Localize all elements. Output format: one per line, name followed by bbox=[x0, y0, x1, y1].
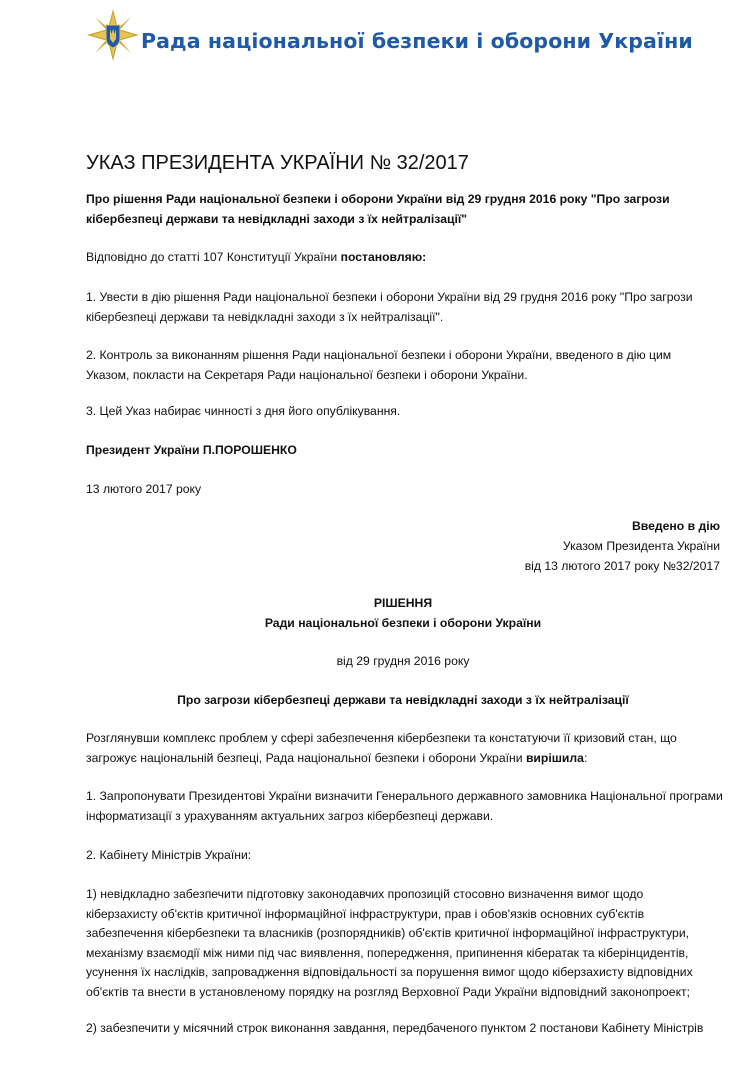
decision-intro-text: Розглянувши комплекс проблем у сфері забезпечення кібербезпеки та констатуючи її кризовий стан, що загрожує національній безпеці, Рада національної безпеки і оборони України bbox=[86, 731, 677, 765]
decision-subitem: 1) невідкладно забезпечити підготовку законодавчих пропозицій стосовно визначення вимог щодо кіберзахисту об'єктів критичної інформаційної інфраструктури, прав і обов'язків основних суб'єктів забезпечення кібербезпеки та власників (розпорядників) об'єктів критичної інформаційної інфраструктури, механізму взаємодії між ними під час виявлення, попередження, припинення кібератак та кіберінцидентів, усунення їх наслідків, запровадження відповідальності за порушення вимог щодо кіберзахисту відповідних об'єктів та внести в установленому порядку на розгляд Верховної Ради України відповідний законопроект; bbox=[86, 887, 693, 999]
preamble-text: Відповідно до статті 107 Конституції України bbox=[86, 250, 341, 264]
decree-date: 13 лютого 2017 року bbox=[86, 482, 202, 496]
decree-title: УКАЗ ПРЕЗИДЕНТА УКРАЇНИ № 32/2017 bbox=[86, 152, 469, 174]
decree-signature: Президент України П.ПОРОШЕНКО bbox=[86, 443, 297, 457]
enacted-line2: Указом Президента України bbox=[562, 539, 720, 553]
decision-item: 1. Запропонувати Президентові України визначити Генерального державного замовника Національної програми інформатизації з урахуванням актуальних загроз кібербезпеці держави. bbox=[86, 789, 723, 823]
nsdc-emblem-icon bbox=[86, 8, 140, 62]
decree-item: 3. Цей Указ набирає чинності з дня його опублікування. bbox=[86, 404, 401, 418]
org-title[interactable]: Рада національної безпеки і оборони України bbox=[141, 29, 693, 53]
preamble-bold: постановляю: bbox=[340, 250, 427, 264]
decision-intro-bold: вирішила bbox=[525, 750, 584, 765]
decision-date: від 29 грудня 2016 року bbox=[336, 654, 470, 668]
enacted-line1: Введено в дію bbox=[631, 519, 720, 533]
site-header bbox=[86, 8, 726, 68]
decree-item: 1. Увести в дію рішення Ради національної безпеки і оборони України від 29 грудня 2016 року "Про загрози кібербезпеці держави та невідкладні заходи з їх нейтралізації". bbox=[86, 290, 693, 324]
decision-item: 2. Кабінету Міністрів України: bbox=[86, 848, 252, 862]
decision-subject: Про загрози кібербезпеці держави та невідкладні заходи з їх нейтралізації bbox=[177, 693, 629, 707]
decision-subitem: 2) забезпечити у місячний строк виконання завдання, передбаченого пунктом 2 постанови Кабінету Міністрів bbox=[86, 1021, 704, 1035]
enacted-line3: від 13 лютого 2017 року №32/2017 bbox=[524, 559, 720, 573]
decision-intro-tail: : bbox=[583, 750, 588, 765]
decision-subheading: Ради національної безпеки і оборони України bbox=[264, 616, 542, 630]
decision-heading: РІШЕННЯ bbox=[373, 596, 433, 610]
decree-preamble bbox=[86, 248, 706, 268]
decree-item: 2. Контроль за виконанням рішення Ради національної безпеки і оборони України, введеного в дію цим Указом, покласти на Секретаря Ради національної безпеки і оборони України. bbox=[86, 348, 672, 382]
decree-subject: Про рішення Ради національної безпеки і оборони України від 29 грудня 2016 року "Про загрози кібербезпеці держави та невідкладні заходи з їх нейтралізації" bbox=[86, 192, 670, 226]
decision-intro bbox=[86, 729, 706, 768]
